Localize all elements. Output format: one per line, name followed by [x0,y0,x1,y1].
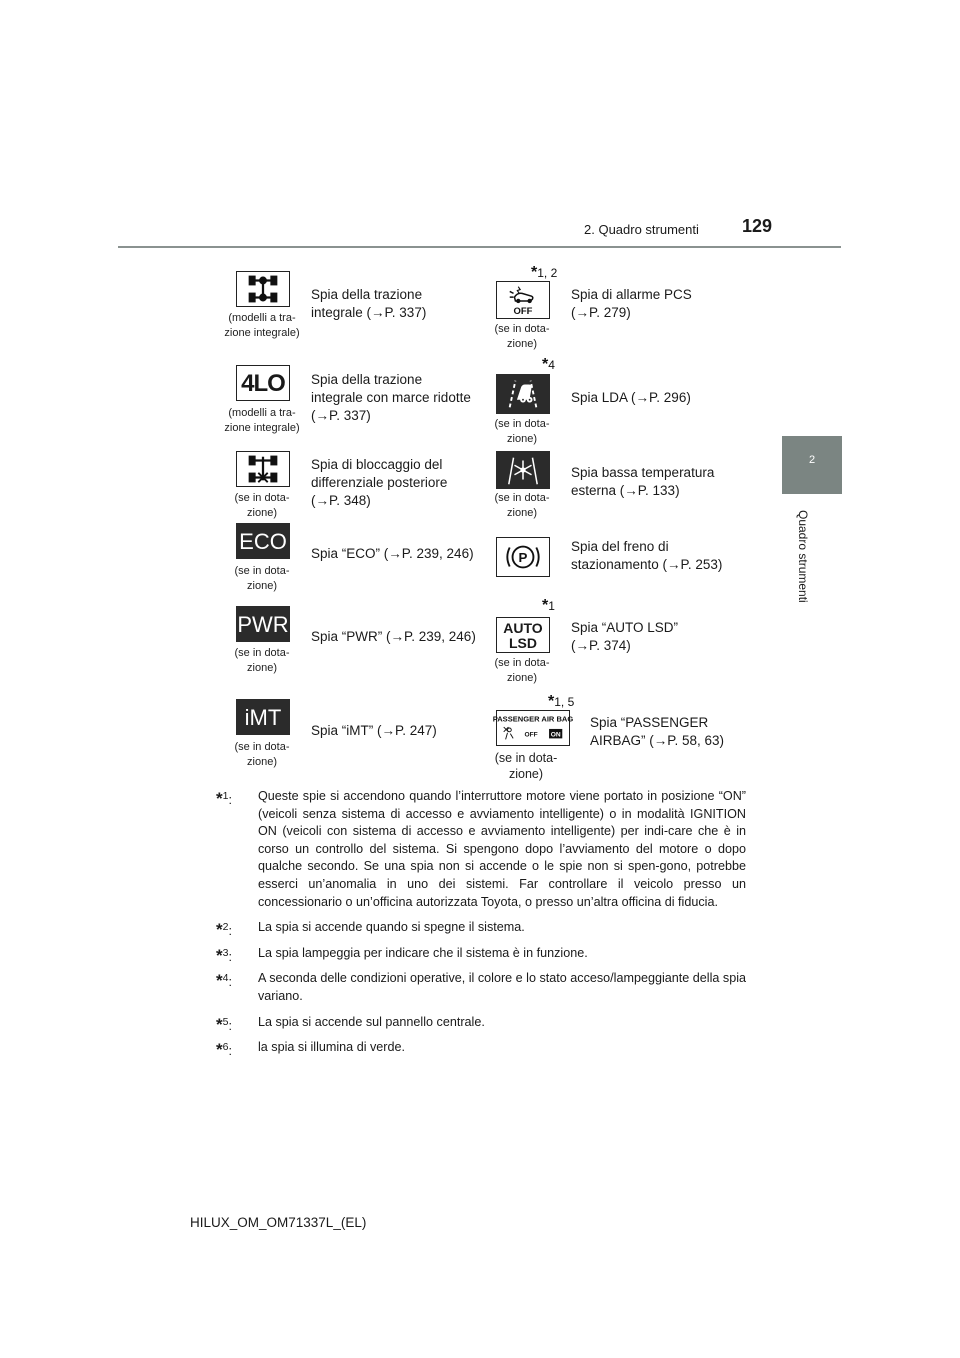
footnote-marker: *1, 5 [548,693,575,710]
footnote: *$^4$: A seconda delle condizioni operative, il colore e lo stato acceso/lampeggiante della spia variano. [216,971,746,1003]
header-rule [118,246,841,248]
indicator-description: Spia di bloccaggio del differenziale posteriore (→P. 348) [311,457,448,508]
indicator-description: Spia “PWR” (→P. 239, 246) [311,629,476,644]
pwr-icon: PWR [236,606,290,642]
icon-caption: (se in dota- zione) [494,751,558,781]
footnote: *$^6$: la spia si illumina di verde. [216,1040,405,1060]
footnote: *$^5$: La spia si accende sul pannello centrale. [216,1014,485,1034]
rear-diff-lock-icon [236,451,290,487]
indicator-description: Spia del freno di stazionamento (→P. 253) [571,539,723,572]
svg-text:P: P [518,549,528,565]
icon-caption: (se in dota- zione) [234,565,290,592]
icon-caption: (modelli a tra- zione integrale) [224,312,300,339]
icon-caption: (se in dota- zione) [234,647,290,674]
svg-text:ON: ON [550,731,561,739]
icon-caption: (se in dota- zione) [494,418,550,445]
page-header [0,218,960,248]
auto-lsd-icon: AUTO LSD [496,617,550,653]
svg-text:OFF: OFF [513,306,533,318]
footnote-marker: *4 [542,356,555,373]
4lo-icon: 4LO [236,365,290,401]
indicator-description: Spia LDA (→P. 296) [571,390,691,405]
chapter-label: Quadro strumenti [796,510,810,603]
document-code: HILUX_OM_OM71337L_(EL) [190,1215,367,1230]
indicator-description: Spia della trazione integrale (→P. 337) [311,287,427,320]
pcs-off-icon [496,281,550,319]
footnotes [216,788,746,1065]
section-title: 2. Quadro strumenti [584,222,699,237]
footnote-marker: *1 [542,597,555,614]
icon-caption: (se in dota- zione) [234,741,290,768]
indicator-description: Spia della trazione integrale con marce ridotte (→P. 337) [311,372,471,423]
footnote: *$^2$: La spia si accende quando si spegne il sistema. [216,920,525,940]
lda-icon [496,374,550,414]
indicator-description: Spia “PASSENGER AIRBAG” (→P. 58, 63) [590,715,725,748]
footnote: *$^1$: Queste spie si accendono quando l’interruttore motore viene portato in posizione “ON” (veicoli senza sistema di accesso e avviamento intelligente) o in modalità IGNITION ON (veicoli con sistema di accesso e avviamento intelligente) per indi-care che è in corso un controllo del sistema. Si spengono dopo l’avviamento del motore o dopo qualche secondo. Se una spia non si accende o le spie non si spen-gono, potrebbe esserci un’anomalia in uno dei sistemi. Far controllare il veicolo presso un concessionario o un’officina autorizzata Toyota, o presso un’altra officina di fiducia. [216,789,746,909]
parking-brake-icon [496,537,550,577]
icon-caption: (modelli a tra- zione integrale) [224,407,300,434]
footnote: *$^3$: La spia lampeggia per indicare che il sistema è in funzione. [216,945,588,965]
eco-icon: ECO [236,523,290,559]
svg-text:OFF: OFF [524,731,538,739]
indicator-description: Spia di allarme PCS (→P. 279) [571,287,692,320]
chapter-tab[interactable]: 2 [782,436,842,494]
footnote-marker: *1, 2 [531,264,558,281]
page-number: 129 [742,216,773,236]
icon-caption: (se in dota- zione) [494,323,550,350]
passenger-airbag-icon [492,710,574,746]
icon-caption: (se in dota- zione) [494,492,550,519]
svg-text:PASSENGER AIR BAG: PASSENGER AIR BAG [492,714,574,724]
indicator-description: Spia bassa temperatura esterna (→P. 133) [571,465,715,498]
low-temp-icon [496,451,550,489]
4wd-icon [236,271,290,307]
icon-caption: (se in dota- zione) [234,492,290,519]
imt-icon: iMT [236,699,290,735]
indicator-description: Spia “iMT” (→P. 247) [311,723,437,738]
indicator-description: Spia “ECO” (→P. 239, 246) [311,546,474,561]
icon-caption: (se in dota- zione) [494,657,550,684]
indicator-description: Spia “AUTO LSD” (→P. 374) [571,620,679,653]
